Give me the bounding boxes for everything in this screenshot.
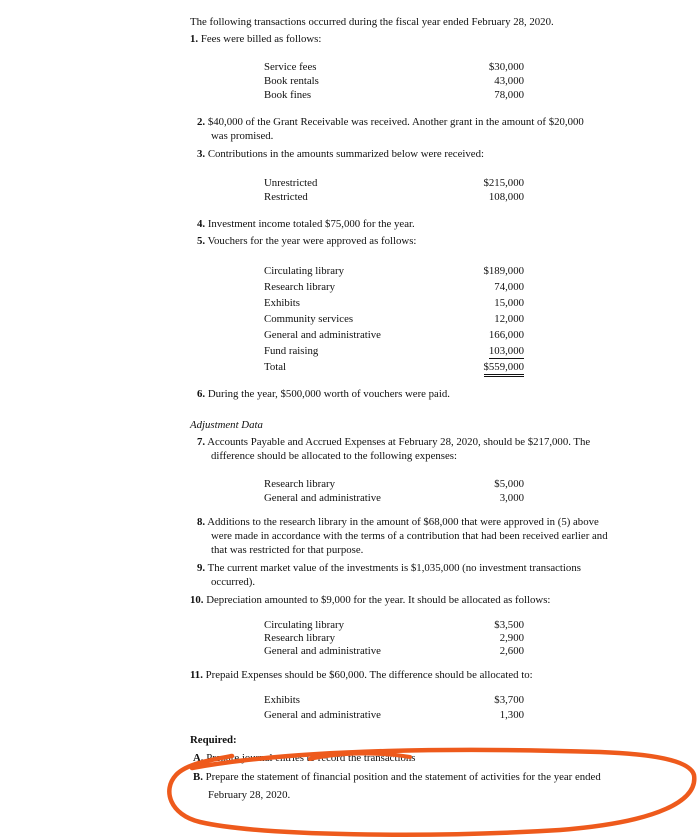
contrib-amount-1: 108,000	[488, 191, 524, 203]
deprec-label-1: Research library	[264, 632, 336, 644]
prepaid-amount-1: 1,300	[499, 709, 524, 721]
accrued-amount-1: 3,000	[499, 492, 524, 504]
item-7-line2: difference should be allocated to the following expenses:	[211, 450, 457, 462]
item-8-number: 8.	[197, 516, 206, 528]
voucher-amount-1: 74,000	[494, 281, 524, 293]
item-7-line1: Accounts Payable and Accrued Expenses at February 28, 2020, should be $217,000. The	[207, 436, 591, 448]
item-9-number: 9.	[197, 562, 206, 574]
item-11	[190, 669, 533, 682]
fees-amount-2: 78,000	[494, 89, 524, 101]
item-8-line2: were made in accordance with the terms of a contribution that had been received earlier and	[211, 530, 608, 542]
deprec-label-0: Circulating library	[264, 619, 345, 631]
item-1	[190, 33, 321, 46]
required-b-line1: Prepare the statement of financial position and the statement of activities for the year ended	[205, 771, 601, 783]
item-4	[197, 218, 415, 231]
required-a-letter: A.	[193, 752, 204, 764]
contrib-label-0: Unrestricted	[264, 177, 318, 189]
voucher-amount-0: $189,000	[483, 265, 524, 277]
voucher-label-0: Circulating library	[264, 265, 345, 277]
item-3-text: Contributions in the amounts summarized below were received:	[207, 148, 484, 160]
prepaid-label-1: General and administrative	[264, 709, 381, 721]
item-6	[197, 388, 450, 401]
voucher-amount-2: 15,000	[494, 297, 524, 309]
fees-amount-0: $30,000	[488, 61, 524, 73]
voucher-label-4: General and administrative	[264, 329, 381, 341]
prepaid-amount-0: $3,700	[494, 694, 524, 706]
adjustment-heading: Adjustment Data	[190, 419, 263, 431]
item-10-number: 10.	[190, 594, 204, 606]
item-6-text: During the year, $500,000 worth of vouchers were paid.	[207, 388, 450, 400]
required-a	[193, 752, 415, 765]
required-heading: Required:	[190, 734, 237, 746]
required-b	[193, 771, 601, 784]
voucher-amount-3: 12,000	[494, 313, 524, 325]
item-5	[197, 235, 416, 248]
item-11-text: Prepaid Expenses should be $60,000. The difference should be allocated to:	[205, 669, 533, 681]
voucher-label-2: Exhibits	[264, 297, 300, 309]
voucher-amount-4: 166,000	[488, 329, 524, 341]
item-10	[190, 594, 550, 607]
required-a-text: Prepare journal entries to record the transactions	[206, 752, 416, 764]
item-9-line2: occurred).	[211, 576, 256, 588]
item-3	[197, 148, 484, 161]
deprec-label-2: General and administrative	[264, 645, 381, 657]
item-2	[197, 116, 584, 129]
item-1-number: 1.	[190, 33, 199, 45]
voucher-amount-5: 103,000	[488, 345, 524, 357]
required-b-letter: B.	[193, 771, 203, 783]
item-6-number: 6.	[197, 388, 206, 400]
contrib-label-1: Restricted	[264, 191, 308, 203]
deprec-amount-1: 2,900	[499, 632, 524, 644]
item-2-line1: $40,000 of the Grant Receivable was received. Another grant in the amount of $20,000	[207, 116, 584, 128]
accrued-amount-0: $5,000	[494, 478, 524, 490]
voucher-label-1: Research library	[264, 281, 336, 293]
prepaid-label-0: Exhibits	[264, 694, 300, 706]
deprec-amount-0: $3,500	[494, 619, 524, 631]
item-5-text: Vouchers for the year were approved as follows:	[207, 235, 417, 247]
fees-label-0: Service fees	[264, 61, 317, 73]
item-7-number: 7.	[197, 436, 206, 448]
item-8-line1: Additions to the research library in the amount of $68,000 that were approved in (5) above	[207, 516, 599, 528]
item-4-text: Investment income totaled $75,000 for the year.	[207, 218, 415, 230]
required-b-line2: February 28, 2020.	[208, 789, 291, 801]
voucher-label-total: Total	[264, 361, 287, 373]
item-10-text: Depreciation amounted to $9,000 for the year. It should be allocated as follows:	[206, 594, 551, 606]
intro-text: The following transactions occurred during the fiscal year ended February 28, 2020.	[190, 16, 554, 28]
item-8	[197, 516, 599, 529]
item-3-number: 3.	[197, 148, 206, 160]
voucher-amount-total: $559,000	[484, 361, 525, 377]
fees-label-1: Book rentals	[264, 75, 319, 87]
item-8-line3: that was restricted for that purpose.	[211, 544, 364, 556]
item-9	[197, 562, 581, 575]
voucher-label-5: Fund raising	[264, 345, 319, 357]
deprec-amount-2: 2,600	[499, 645, 524, 657]
item-4-number: 4.	[197, 218, 206, 230]
item-2-line2: was promised.	[211, 130, 274, 142]
voucher-label-3: Community services	[264, 313, 354, 325]
item-5-number: 5.	[197, 235, 206, 247]
fees-label-2: Book fines	[264, 89, 312, 101]
contrib-amount-0: $215,000	[483, 177, 524, 189]
item-1-text: Fees were billed as follows:	[200, 33, 322, 45]
accrued-label-1: General and administrative	[264, 492, 381, 504]
item-7	[197, 436, 590, 449]
item-11-number: 11.	[190, 669, 203, 681]
item-9-line1: The current market value of the investments is $1,035,000 (no investment transactions	[207, 562, 581, 574]
fees-amount-1: 43,000	[494, 75, 524, 87]
item-2-number: 2.	[197, 116, 206, 128]
accrued-label-0: Research library	[264, 478, 336, 490]
